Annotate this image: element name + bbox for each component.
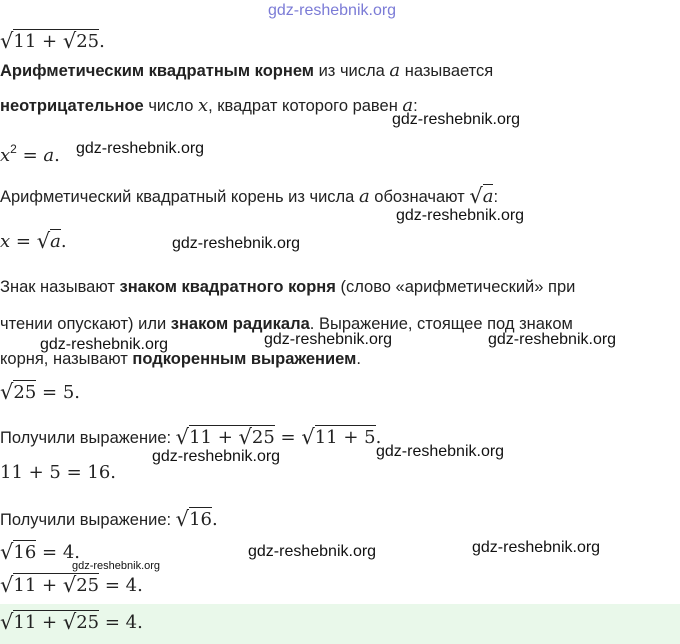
watermark: gdz-reshebnik.org <box>152 448 281 465</box>
watermark: gdz-reshebnik.org <box>376 443 505 460</box>
sign-line-2: чтении опускают) или знаком радикала. Выражение, стоящее под знаком <box>0 315 573 333</box>
watermark: gdz-reshebnik.org <box>72 560 161 572</box>
definition-line-1: Арифметическим квадратным корнем из числа a называется <box>0 60 494 81</box>
expression-line-1: √11 + √25. <box>0 29 105 53</box>
formula-x-root-a: x = √a. <box>0 229 67 253</box>
step-expression-1: Получили выражение: √11 + √25 = √11 + 5. <box>0 425 382 449</box>
step-root-16: √16 = 4. <box>0 540 80 564</box>
watermark: gdz-reshebnik.org <box>396 207 525 224</box>
step-sum: 11 + 5 = 16. <box>0 462 117 483</box>
radical-sign: √ <box>0 29 14 53</box>
watermark: gdz-reshebnik.org <box>172 235 301 252</box>
sign-line-1: Знак называют знаком квадратного корня (слово «арифметический» при <box>0 278 576 296</box>
watermark: gdz-reshebnik.org <box>40 336 169 353</box>
watermark: gdz-reshebnik.org <box>488 331 617 348</box>
watermark: gdz-reshebnik.org <box>76 140 205 157</box>
watermark: gdz-reshebnik.org <box>268 2 397 19</box>
formula-x-squared: $x^2 = a$. <box>0 142 60 166</box>
final-answer: √11 + √25 = 4. <box>0 610 143 634</box>
watermark: gdz-reshebnik.org <box>264 331 393 348</box>
watermark: gdz-reshebnik.org <box>248 543 377 560</box>
sign-line-3: корня, называют подкоренным выражением. <box>0 350 361 368</box>
step-root-25: √25 = 5. <box>0 380 80 404</box>
notation-line: Арифметический квадратный корень из числа a обозначают √a: <box>0 184 499 208</box>
watermark: gdz-reshebnik.org <box>392 111 521 128</box>
term-bold: Арифметическим квадратным корнем <box>0 62 314 80</box>
step-result: √11 + √25 = 4. <box>0 573 143 597</box>
radicand: 11 + √25 <box>13 29 100 53</box>
watermark: gdz-reshebnik.org <box>472 539 601 556</box>
step-expression-2: Получили выражение: √16. <box>0 507 218 531</box>
term-bold: неотрицательное <box>0 97 144 115</box>
definition-line-2: неотрицательное число x, квадрат которого равен a: <box>0 95 418 116</box>
